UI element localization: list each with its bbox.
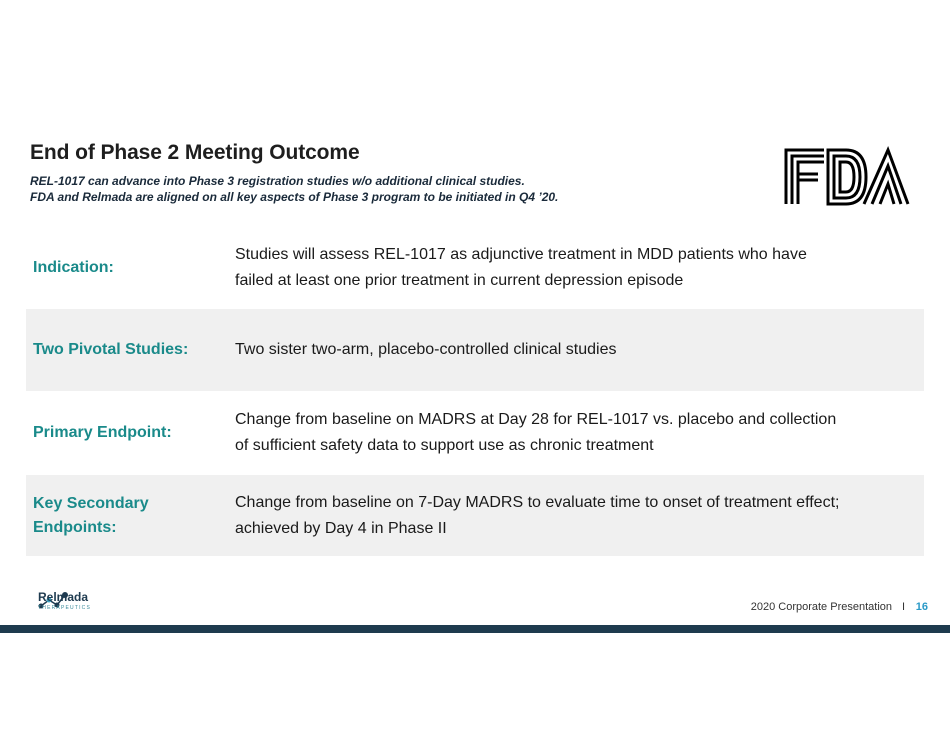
description-line: Studies will assess REL-1017 as adjunctive treatment in MDD patients who have (235, 246, 807, 263)
row-label: Indication: (33, 259, 114, 276)
description-line: of sufficient safety data to support use as chronic treatment (235, 437, 654, 454)
label-line: Endpoints: (33, 518, 117, 536)
row-description (235, 337, 616, 363)
outcome-table (26, 227, 924, 556)
row-label: Primary Endpoint: (33, 424, 172, 441)
page-title: End of Phase 2 Meeting Outcome (30, 141, 360, 164)
brand-tagline: THERAPEUTICS (38, 605, 92, 611)
description-line: failed at least one prior treatment in current depression episode (235, 272, 684, 289)
footer-presentation-title: 2020 Corporate Presentation (750, 601, 892, 613)
row-description (235, 242, 807, 294)
table-row (26, 391, 924, 475)
table-row (26, 227, 924, 309)
description-line: achieved by Day 4 in Phase II (235, 519, 447, 537)
row-label (33, 492, 223, 540)
label-line: Key Secondary (33, 494, 149, 512)
table-row (26, 309, 924, 391)
table-row (26, 475, 924, 556)
subtitle-line: FDA and Relmada are aligned on all key aspects of Phase 3 program to be initiated in Q4 ’20. (30, 190, 559, 204)
description-line: Change from baseline on 7-Day MADRS to evaluate time to onset of treatment effect; (235, 493, 840, 511)
description-line: Two sister two-arm, placebo-controlled clinical studies (235, 341, 617, 358)
row-label: Two Pivotal Studies: (33, 341, 189, 358)
footer-separator: I (901, 601, 905, 613)
brand-name: Relmada (38, 590, 89, 604)
row-description (235, 490, 839, 542)
bottom-bar (0, 625, 950, 633)
page-subtitle (30, 173, 558, 205)
row-description (235, 407, 836, 459)
page-number: 16 (915, 601, 928, 613)
fda-logo (780, 140, 912, 212)
description-line: Change from baseline on MADRS at Day 28 for REL-1017 vs. placebo and collection (235, 411, 837, 428)
subtitle-line: REL-1017 can advance into Phase 3 registration studies w/o additional clinical studies. (30, 174, 525, 188)
